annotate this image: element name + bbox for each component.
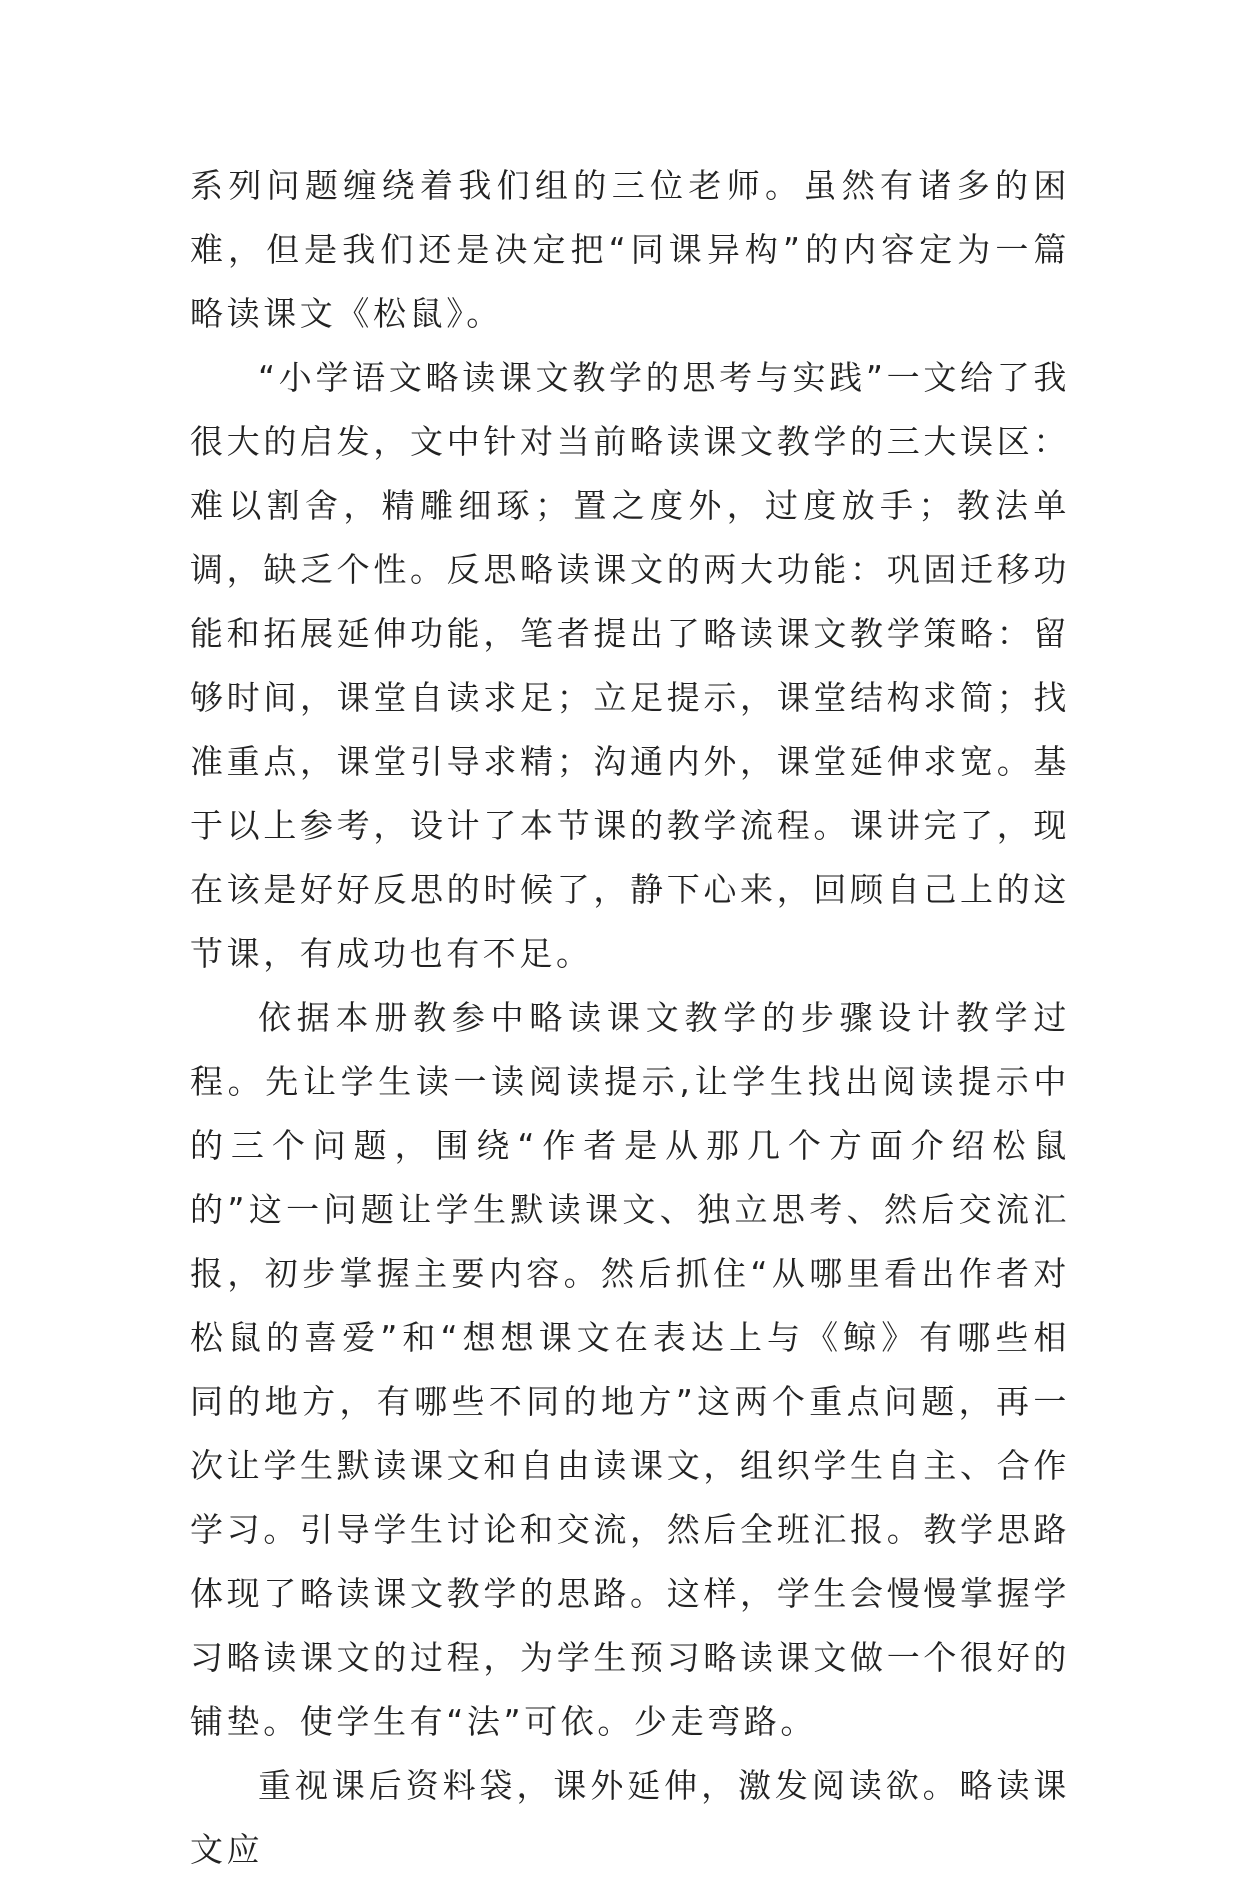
document-body [190,154,1070,1882]
paragraph-1: 系列问题缠绕着我们组的三位老师。虽然有诸多的困难，但是我们还是决定把“同课异构”的内容定为一篇略读课文《松鼠》。 [190,166,1070,333]
paragraph-2: “小学语文略读课文教学的思考与实践”一文给了我很大的启发，文中针对当前略读课文教学的三大误区：难以割舍，精雕细琢；置之度外，过度放手；教法单调，缺乏个性。反思略读课文的两大功能：巩固迁移功能和拓展延伸功能，笔者提出了略读课文教学策略：留够时间，课堂自读求足；立足提示，课堂结构求简；找准重点，课堂引导求精；沟通内外，课堂延伸求宽。基于以上参考，设计了本节课的教学流程。课讲完了，现在该是好好反思的时候了，静下心来，回顾自己上的这节课，有成功也有不足。 [190,358,1070,973]
paragraph-3: 依据本册教参中略读课文教学的步骤设计教学过程。先让学生读一读阅读提示,让学生找出阅读提示中的三个问题，围绕“作者是从那几个方面介绍松鼠的”这一问题让学生默读课文、独立思考、然后交流汇报，初步掌握主要内容。然后抓住“从哪里看出作者对松鼠的喜爱”和“想想课文在表达上与《鲸》有哪些相同的地方，有哪些不同的地方”这两个重点问题，再一次让学生默读课文和自由读课文，组织学生自主、合作学习。引导学生讨论和交流，然后全班汇报。教学思路体现了略读课文教学的思路。这样，学生会慢慢掌握学习略读课文的过程，为学生预习略读课文做一个很好的铺垫。使学生有“法”可依。少走弯路。 [190,998,1070,1741]
paragraph-4: 重视课后资料袋，课外延伸，激发阅读欲。略读课文应 [190,1766,1070,1869]
